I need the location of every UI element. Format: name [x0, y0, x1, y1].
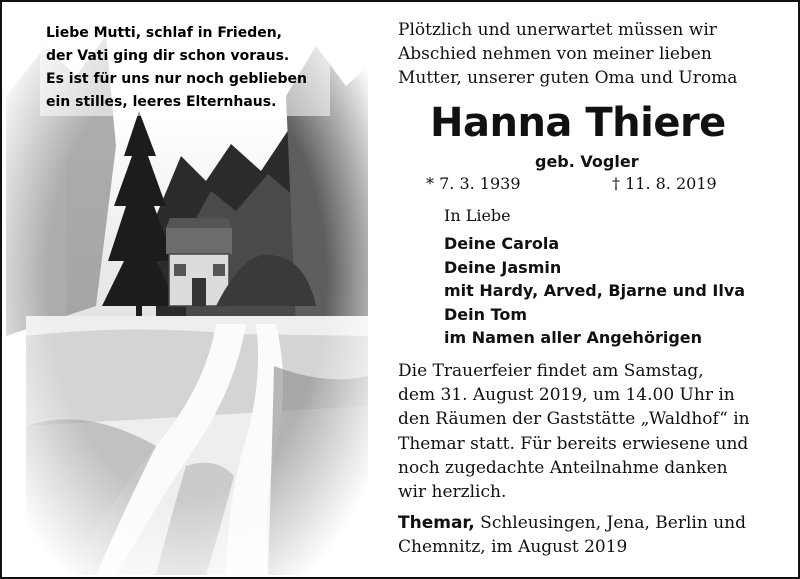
intro-line: Plötzlich und unerwartet müssen wir [398, 20, 717, 40]
mourners-list [444, 232, 745, 350]
place-and-date [398, 511, 746, 559]
mourner-line: Dein Tom [444, 304, 528, 324]
death-date: † 11. 8. 2019 [612, 174, 717, 193]
poem-line: Liebe Mutti, schlaf in Frieden, [46, 25, 282, 41]
mourner-line: Deine Jasmin [444, 257, 562, 277]
in-love-label: In Liebe [444, 206, 511, 225]
funeral-line: dem 31. August 2019, um 14.00 Uhr in [398, 385, 735, 406]
birth-date: * 7. 3. 1939 [426, 174, 521, 193]
funeral-details [398, 359, 750, 504]
mourner-line: mit Hardy, Arved, Bjarne und Ilva [444, 281, 746, 300]
poem-line: ein stilles, leeres Elternhaus. [46, 94, 277, 110]
mourner-line: Deine Carola [444, 234, 560, 253]
funeral-line: wir herzlich. [398, 482, 507, 503]
funeral-line: noch zugedachte Anteilnahme danken [398, 457, 728, 478]
town-name: Themar, [398, 513, 475, 533]
places-list: Schleusingen, Jena, Berlin und [474, 513, 746, 533]
funeral-line: Themar statt. Für bereits erwiesene und [398, 433, 749, 454]
mourner-line: im Namen aller Angehörigen [444, 328, 703, 347]
poem-line: der Vati ging dir schon voraus. [46, 48, 290, 64]
birth-name: geb. Vogler [535, 152, 639, 171]
poem-line: Es ist für uns nur noch geblieben [46, 71, 307, 87]
announcement-intro [398, 18, 794, 90]
funeral-line: Die Trauerfeier findet am Samstag, [398, 361, 704, 381]
deceased-name: Hanna Thiere [430, 100, 726, 146]
intro-line: Mutter, unserer guten Oma und Uroma [398, 68, 738, 88]
memorial-poem [46, 22, 346, 114]
intro-line: Abschied nehmen von meiner lieben [398, 44, 712, 64]
funeral-line: den Räumen der Gaststätte „Waldhof“ in [398, 409, 750, 430]
place-date-line: Chemnitz, im August 2019 [398, 537, 628, 557]
